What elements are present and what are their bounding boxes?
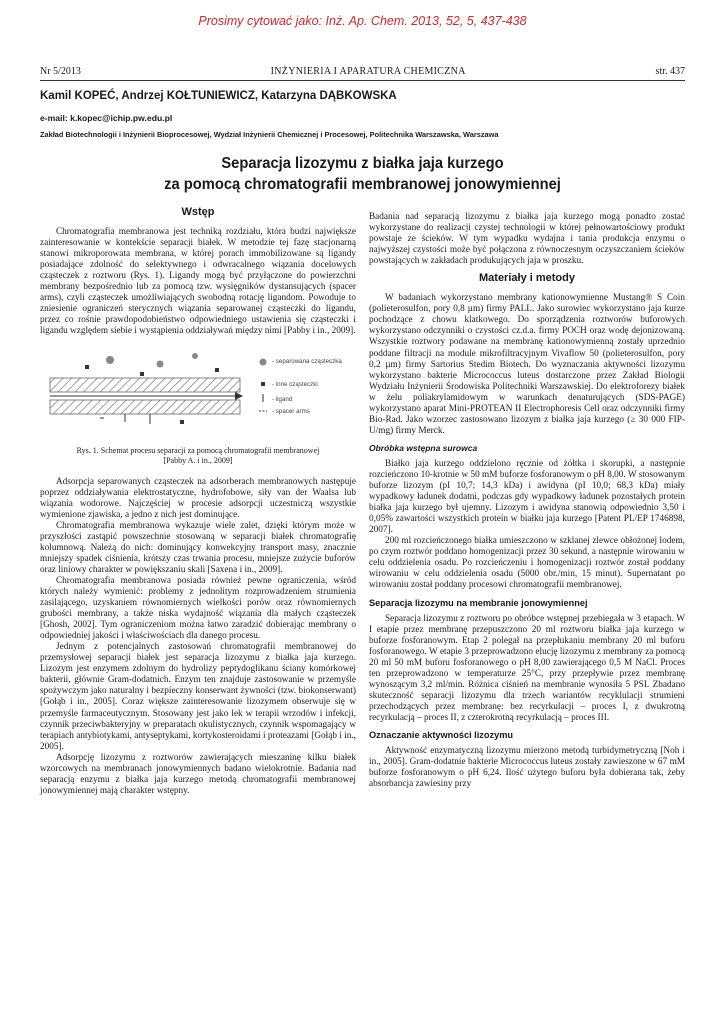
- intro-paragraph-2: Adsorpcja separowanych cząsteczek na adsorberach membranowych następuje poprzez oddziaływania elektrostatyczne, hydrofobowe, siły van der Waalsa lub wiązania wodorowe. Najczęściej w procesie adsorpcji uczestniczą wszystkie wymienione zjawiska, a jedno z nich jest dominujące.: [40, 476, 356, 520]
- intro-paragraph-3: Chromatografia membranowa wykazuje wiele zalet, dzięki którym może w przyszłości zastąpić powszechnie stosowaną w separacji białek chromatografię kolumnową. Należą do nich: dominujący konwekcyjny transport masy, znacznie mniejszy spadek ciśnienia, krótszy czas trwania procesu, mniejsze zużycie buforów oraz liniowy charakter w powiększaniu skali [Saxena i in., 2009].: [40, 520, 356, 575]
- membrane-lower-band: [50, 400, 240, 414]
- section-heading-methods: Materiały i metody: [479, 272, 575, 285]
- email[interactable]: e-mail: k.kopec@ichip.pw.edu.pl: [40, 113, 173, 123]
- legend-label-separated: - separowana cząsteczka: [272, 357, 342, 365]
- separated-molecule: [157, 360, 164, 367]
- page-number: str. 437: [655, 66, 685, 77]
- other-molecule: [85, 365, 89, 369]
- issue-number: Nr 5/2013: [40, 66, 81, 77]
- intro-paragraph-5: Jednym z potencjalnych zastosowań chromatografii membranowej do przemysłowej separacji białek jest separacja lizozymu z białka jaja kurzego. Lizozym jest enzymem zdolnym do hydrolizy peptydoglikanu ściany komórkowej bakterii, głównie Gram-dodatnich. Enzym ten znajduje zastosowanie w przemyśle spożywczym jako naturalny i bezpieczny konserwant żywności (tzw. biokonserwant) [Gołąb i in., 2005]. Coraz większe zainteresowanie lizozymem obserwuje się w przemyśle farmaceutycznym. Stosowany jest jako lek w terapii wrzodów i infekcji, czynnik przeciwbakteryjny w preparatach okulistycznych, czynnik wspomagający w terapiach antybiotykami, antyseptykami, kortykosteroidami i proteazami [Gołąb i in., 2005].: [40, 642, 356, 752]
- other-molecule: [140, 372, 144, 376]
- journal-name: INŻYNIERIA I APARATURA CHEMICZNA: [270, 66, 466, 77]
- figure-1: [40, 350, 356, 440]
- separated-molecule: [192, 353, 198, 359]
- legend-label-ligand: - ligand: [272, 395, 293, 403]
- legend-separated-molecule-symbol: [260, 358, 267, 365]
- intro-paragraph-4: Chromatografia membranowa posiada również pewne ograniczenia, wśród których należy wymienić: problemy z jednolitym rozprowadzeniem strumienia zasilającego, uzyskaniem równomiernych wielkości porów oraz równomiernych grubości membrany, a także niska wydajność wiązania dla małych cząsteczek [Ghosh, 2002]. Tym ograniczeniom można łatwo zaradzić dobierając membrany o odpowiedniej jakości i właściwościach dla danego procesu.: [40, 575, 356, 642]
- subheading-pretreatment: Obróbka wstępna surowca: [369, 442, 478, 453]
- title-line-2: za pomocą chromatografii membranowej jonowymiennej: [164, 176, 561, 193]
- affiliation: Zakład Biotechnologii i Inżynierii Bioprocesowej, Wydział Inżynierii Chemicznej i Procesowej, Politechnika Warszawska, Warszawa: [40, 130, 499, 139]
- legend-label-other: - inne cząsteczki: [272, 380, 318, 388]
- section-heading-intro: Wstęp: [181, 206, 215, 218]
- membrane-schematic: [40, 350, 356, 440]
- paper-title: [66, 153, 659, 195]
- methods-paragraph-3: 200 ml rozcieńczonego białka umieszczono w szklanej zlewce obłożonej lodem, po czym roztwór poddano homogenizacji przez 30 sekund, a następnie wirowaniu w celu oddzielenia osadu. Po rozcieńczeniu i homogenizacji roztwór został poddany wirowaniu w celu oddzielenia osadu (5000 obr./min, 15 minut). Supernatant po wirowaniu został poddany procesowi chromatografii membranowej.: [369, 536, 685, 591]
- running-header: [40, 66, 685, 81]
- figure-caption: [40, 446, 356, 467]
- right-column: [369, 212, 685, 790]
- separated-molecule: [106, 356, 114, 364]
- intro-paragraph-1: Chromatografia membranowa jest techniką rozdziału, która budzi największe zainteresowanie w kontekście separacji białek. W metodzie tej fazę stacjonarną stanowi mikroporowata membrana, w której porach immobilizowane są ligandy posiadające zdolność do selektywnego i odwracalnego wiązania docelowych cząsteczek z roztworu (Rys. 1). Ligandy mogą być przyłączone do powierzchni membrany bezpośrednio lub za pomocą tzw. wysięgników dystansujących (spacer arms), czyli cząsteczek umożliwiających swobodną rotację ligandom. Powoduje to zniesienie ograniczeń sterycznych wiązania separowanej cząsteczki do ligandu, przez co rośnie prawdopodobieństwo odpowiedniego ustawienia się cząsteczki i ligandu względem siebie i wystąpienia oddziaływań między nimi [Pabby i in., 2009].: [40, 227, 356, 337]
- methods-paragraph-1: W badaniach wykorzystano membrany kationowymienne Mustang® S Coin (polieterosulfon, pory 0,8 µm) firmy PALL. Jako surowiec wykorzystano jaja kurze pochodzące z chowu klatkowego. Do sporządzenia roztworów buforowych wykorzystano odczynniki o czystości cz.d.a. firmy POCH oraz wodę dejonizowaną. Wszystkie roztwory podawane na membranę kationowymienną zostały uprzednio poddane filtracji na module mikrofiltracyjnym Vivaflow 50 (polieterosulfon, pory 0,2 µm) firmy Sartorius Stedim Biotech. Do wyznaczania aktywności lizozymu wykorzystano bakterie Micrococcus luteus dostarczone przez Zakład Biologii Wydziału Inżynierii Środowiska Politechniki Warszawskiej. Do elektroforezy białek w żelu poliakrylamidowym w warunkach denaturujących (SDS-PAGE) wykorzystano aparat Mini-PROTEAN II Electrophoresis Cell oraz odczynniki firmy Bio-Rad. Jako wzorzec zastosowano lizozym z białka jaja kurzego (≥ 30 000 FIP-U/mg) firmy Merck.: [369, 293, 685, 436]
- figure-caption-line-2: [Pabby A. i in., 2009]: [163, 456, 233, 466]
- membrane-upper-band: [50, 378, 240, 392]
- figure-caption-line-1: Rys. 1. Schemat procesu separacji za pomocą chromatografii membranowej: [76, 445, 320, 455]
- legend-other-molecules-symbol: [261, 382, 265, 386]
- methods-paragraph-2: Białko jaja kurzego oddzielono ręcznie od żółtka i skorupki, a następnie rozcieńczono 10-krotnie w 50 mM buforze fosforanowym o pH 8,00. W stosowanym buforze lizozym (pI 10,7; 14,3 kDa) i awidyna (pI 10,0; 68,3 kDa) miały wypadkowy ładunek dodatni, podczas gdy wypadkowy ładunek pozostałych protein białka jaja kurzego był ujemny. Lizozym i awidyna stanowią odpowiednio 3,50 i 0,05% zawartości wszystkich protein w białku jaja kurzego [Patent PL/EP 1746898, 2007].: [369, 458, 685, 536]
- legend-label-spacer: - spacer arms: [272, 407, 310, 415]
- authors: Kamil KOPEĆ, Andrzej KOŁTUNIEWICZ, Katarzyna DĄBKOWSKA: [40, 90, 397, 102]
- intro-paragraph-6: Adsorpcję lizozymu z roztworów zawierających mieszaninę kilku białek wzorcowych na membranach jonowymiennych badano wielokrotnie. Badania nad separacją enzymu z białka jaja kurzego metodą chromatografii membranowej jonowymiennej mają charakter wstępny.: [40, 752, 356, 796]
- title-line-1: Separacja lizozymu z białka jaja kurzego: [221, 155, 504, 172]
- other-molecule: [180, 420, 184, 424]
- flow-arrow-head: [235, 392, 243, 400]
- subheading-separation: Separacja lizozymu na membranie jonowymiennej: [369, 597, 588, 608]
- left-column: [40, 207, 356, 797]
- subheading-activity: Oznaczanie aktywności lizozymu: [369, 730, 513, 741]
- citation-note: Prosimy cytować jako: Inż. Ap. Chem. 2013, 52, 5, 437-438: [198, 14, 527, 28]
- intro-paragraph-continued: Badania nad separacją lizozymu z białka jaja kurzego mogą ponadto zostać wykorzystane do realizacji czystej technologii w której pełnowartościowy produkt powstaje ze ścieków. W tym wypadku wydajna i tania produkcja enzymu o najwyższej czystości może być połączona z równoczesnym oczyszczaniem ścieków powstających w zakładach produkujących jaja w proszku.: [369, 212, 685, 267]
- methods-paragraph-5: Aktywność enzymatyczną lizozymu mierzono metodą turbidymetryczną [Noh i in., 2005]. Gram-dodatnie bakterie Micrococcus luteus zostały zawieszone w 67 mM buforze fosforanowym o pH 6,24. Ilość użytego buforu była dobierana tak, żeby absorbancja zawiesiny przy: [369, 746, 685, 790]
- methods-paragraph-4: Separacja lizozymu z roztworu po obróbce wstępnej przebiegała w 3 etapach. W I etapie przez membranę przepuszczono 20 ml roztworu białka jaja kurzego w buforze fosforanowym. Etap 2 polegał na przepłukaniu membrany 20 ml buforu fosforanowego. W etapie 3 przeprowadzono elucję lizozymu z membrany za pomocą 20 ml 50 mM buforu fosforanowego o pH 8,00 zawierającego 0,5 M NaCl. Proces ten przeprowadzono w temperaturze 25°C, przy przepływie przez membranę wynoszącym 3,2 ml/min. Różnica ciśnień na membranie wynosiła 5 PSI. Zbadano skuteczność separacji lizozymu dla trzech wariantów recyklulacji strumieni przechodzących przez membranę: bez recyrkulacji – proces I, z dwukrotną recyrkulacją – proces II, z czterokrotną recyrkulacją – proces III.: [369, 613, 685, 723]
- other-molecule: [215, 368, 219, 372]
